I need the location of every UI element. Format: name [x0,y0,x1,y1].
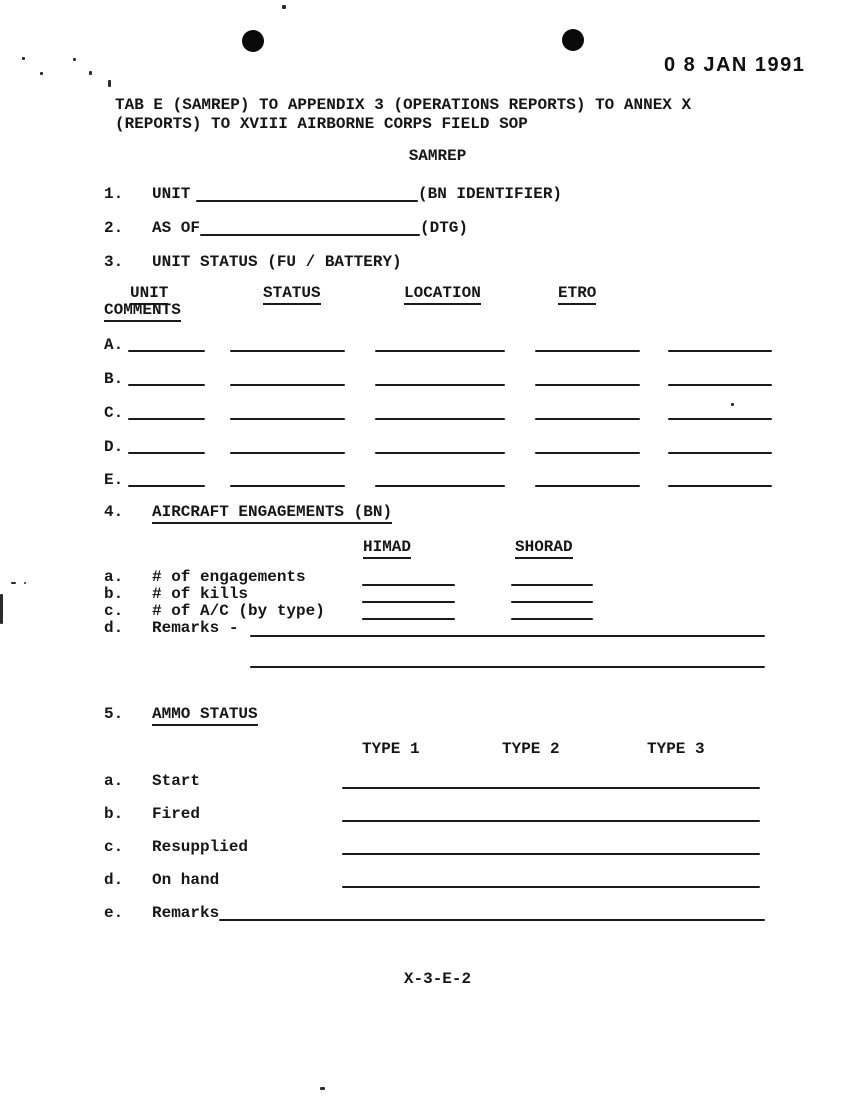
section-aircraft-engagements-heading: AIRCRAFT ENGAGEMENTS (BN) [152,503,392,524]
field-unit-blank-line [196,200,418,202]
date-stamp: 0 8 JAN 1991 [664,54,806,76]
document-title-line-2: (REPORTS) TO XVIII AIRBORNE CORPS FIELD SOP [115,115,528,133]
blank-line [668,384,772,386]
section-unit-status-number: 3. [104,253,124,271]
blank-line [668,418,772,420]
engagement-row-number: b. [104,585,124,603]
field-unit-suffix: (BN IDENTIFIER) [418,185,563,203]
blank-line [668,350,772,352]
remarks-blank-line [250,666,765,668]
engagement-row-number: a. [104,568,124,586]
ammo-row-label: On hand [152,871,220,889]
blank-line [342,853,760,855]
engagement-row-number: d. [104,619,124,637]
table-row-label: D. [104,438,124,456]
blank-line [342,886,760,888]
blank-line [230,384,345,386]
field-as-of-label: AS OF [152,219,201,237]
blank-line [128,350,205,352]
table-row-label: C. [104,404,124,422]
blank-line [362,618,455,620]
ammo-row-label: Fired [152,805,201,823]
section-ammo-status-heading: AMMO STATUS [152,705,258,726]
blank-line [342,820,760,822]
scan-speck [320,1087,325,1090]
column-header-etro: ETRO [558,284,596,305]
blank-line [668,452,772,454]
scan-speck [11,582,16,584]
engagement-row-label: # of kills [152,585,249,603]
blank-line [375,350,505,352]
blank-line [375,485,505,487]
scan-speck [282,5,286,9]
remarks-blank-line [250,635,765,637]
column-header-himad: HIMAD [363,538,411,559]
blank-line [128,452,205,454]
field-as-of-blank-line [200,234,420,236]
ammo-row-number: e. [104,904,124,922]
field-unit-label: UNIT [152,185,191,203]
column-header-shorad: SHORAD [515,538,573,559]
field-as-of-suffix: (DTG) [420,219,469,237]
blank-line [128,418,205,420]
ammo-row-number: c. [104,838,124,856]
scan-speck [22,57,25,60]
section-unit-status-heading: UNIT STATUS (FU / BATTERY) [152,253,402,271]
blank-line [535,350,640,352]
column-header-comments: COMMENTS [104,301,181,322]
field-unit-number: 1. [104,185,124,203]
engagement-row-label: Remarks - [152,619,239,637]
engagement-row-number: c. [104,602,124,620]
blank-line [511,584,593,586]
ammo-row-number: d. [104,871,124,889]
column-header-unit: UNIT [130,284,168,305]
engagement-row-label: # of A/C (by type) [152,602,325,620]
blank-line [128,384,205,386]
blank-line [535,418,640,420]
table-row-label: B. [104,370,124,388]
column-header-location: LOCATION [404,284,481,305]
engagement-row-label: # of engagements [152,568,306,586]
blank-line [511,601,593,603]
blank-line [535,452,640,454]
blank-line [511,618,593,620]
table-row-label: E. [104,471,124,489]
blank-line [219,919,765,921]
section-aircraft-engagements-number: 4. [104,503,124,521]
column-header-type-1: TYPE 1 [362,740,420,758]
scan-speck [24,582,26,584]
blank-line [230,452,345,454]
blank-line [230,418,345,420]
column-header-type-2: TYPE 2 [502,740,560,758]
scan-edge-artifact [0,594,3,624]
blank-line [362,584,455,586]
table-row-label: A. [104,336,124,354]
scan-speck [73,58,76,61]
blank-line [535,485,640,487]
field-as-of-number: 2. [104,219,124,237]
blank-line [362,601,455,603]
blank-line [128,485,205,487]
hole-punch-mark-right [562,29,584,51]
column-header-status: STATUS [263,284,321,305]
blank-line [230,350,345,352]
ammo-row-label: Resupplied [152,838,249,856]
document-title-line-1: TAB E (SAMREP) TO APPENDIX 3 (OPERATIONS REPORTS) TO ANNEX X [115,96,692,114]
hole-punch-mark-left [242,30,264,52]
ammo-row-number: b. [104,805,124,823]
scan-speck [108,80,111,87]
scan-speck [89,71,92,75]
form-title: SAMREP [408,147,467,165]
scan-speck [731,403,734,406]
ammo-row-label: Start [152,772,201,790]
scan-speck [40,72,43,75]
blank-line [375,452,505,454]
section-ammo-status-number: 5. [104,705,124,723]
blank-line [342,787,760,789]
blank-line [535,384,640,386]
ammo-row-label: Remarks [152,904,220,922]
column-header-type-3: TYPE 3 [647,740,705,758]
blank-line [375,418,505,420]
blank-line [230,485,345,487]
blank-line [375,384,505,386]
blank-line [668,485,772,487]
page-number: X-3-E-2 [403,970,472,988]
ammo-row-number: a. [104,772,124,790]
